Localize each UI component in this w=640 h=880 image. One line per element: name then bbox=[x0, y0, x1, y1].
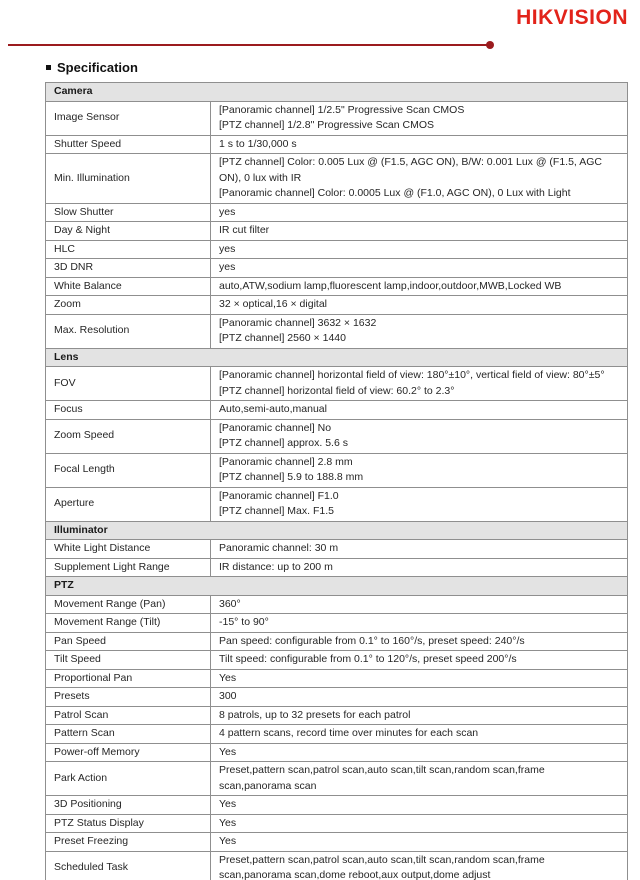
spec-value-line: Yes bbox=[219, 798, 237, 810]
section-row bbox=[46, 83, 628, 102]
spec-value-line: -15° to 90° bbox=[219, 616, 269, 628]
spec-value bbox=[211, 706, 628, 725]
divider-end-dot-icon bbox=[486, 41, 494, 49]
title-row bbox=[46, 60, 138, 75]
section-row bbox=[46, 348, 628, 367]
spec-label: White Balance bbox=[46, 277, 211, 296]
spec-value bbox=[211, 558, 628, 577]
spec-value bbox=[211, 367, 628, 401]
spec-label: Focal Length bbox=[46, 453, 211, 487]
spec-value-line: auto,ATW,sodium lamp,fluorescent lamp,indoor,outdoor,MWB,Locked WB bbox=[219, 279, 562, 292]
spec-value-line: [PTZ channel] 5.9 to 188.8 mm bbox=[219, 471, 364, 483]
spec-label: HLC bbox=[46, 240, 211, 259]
spec-value bbox=[211, 101, 628, 135]
spec-value-line: yes bbox=[219, 205, 236, 218]
spec-value-line: 360° bbox=[219, 597, 241, 610]
spec-value bbox=[211, 595, 628, 614]
spec-label: Pan Speed bbox=[46, 632, 211, 651]
spec-label: PTZ Status Display bbox=[46, 814, 211, 833]
spec-row bbox=[46, 669, 628, 688]
spec-label: Movement Range (Pan) bbox=[46, 595, 211, 614]
spec-label: Max. Resolution bbox=[46, 314, 211, 348]
spec-label: Image Sensor bbox=[46, 101, 211, 135]
spec-label: Pattern Scan bbox=[46, 725, 211, 744]
spec-row bbox=[46, 558, 628, 577]
spec-table-body bbox=[46, 83, 628, 880]
spec-value-line: IR cut filter bbox=[219, 224, 270, 236]
spec-value bbox=[211, 401, 628, 420]
spec-row bbox=[46, 277, 628, 296]
spec-value-line: 32 × optical,16 × digital bbox=[219, 298, 327, 310]
spec-value-line: [Panoramic channel] 3632 × 1632 bbox=[219, 316, 377, 329]
spec-value-line: Auto,semi-auto,manual bbox=[219, 403, 327, 415]
spec-value-line: [Panoramic channel] 1/2.5" Progressive Scan CMOS bbox=[219, 103, 465, 116]
spec-table bbox=[45, 82, 628, 880]
brand-wordmark: HIKVISION bbox=[516, 6, 628, 29]
spec-row bbox=[46, 651, 628, 670]
spec-value-line: yes bbox=[219, 261, 236, 273]
spec-row bbox=[46, 814, 628, 833]
spec-row bbox=[46, 367, 628, 401]
section-header-lens: Lens bbox=[46, 348, 628, 367]
spec-label: Movement Range (Tilt) bbox=[46, 614, 211, 633]
spec-value-line: Yes bbox=[219, 745, 237, 758]
spec-value-line: Yes bbox=[219, 671, 237, 684]
spec-value-line: 300 bbox=[219, 690, 237, 702]
spec-value bbox=[211, 222, 628, 241]
spec-row bbox=[46, 296, 628, 315]
spec-value bbox=[211, 419, 628, 453]
spec-row bbox=[46, 203, 628, 222]
spec-value bbox=[211, 743, 628, 762]
spec-label: Aperture bbox=[46, 487, 211, 521]
spec-label: Zoom bbox=[46, 296, 211, 315]
spec-label: Shutter Speed bbox=[46, 135, 211, 154]
spec-row bbox=[46, 401, 628, 420]
spec-row bbox=[46, 154, 628, 204]
spec-row bbox=[46, 796, 628, 815]
spec-value bbox=[211, 314, 628, 348]
spec-label: Focus bbox=[46, 401, 211, 420]
section-header-illuminator: Illuminator bbox=[46, 521, 628, 540]
spec-row bbox=[46, 614, 628, 633]
spec-value bbox=[211, 453, 628, 487]
spec-value bbox=[211, 851, 628, 880]
spec-row bbox=[46, 419, 628, 453]
spec-value-line: Yes bbox=[219, 835, 237, 847]
section-header-camera: Camera bbox=[46, 83, 628, 102]
spec-value bbox=[211, 277, 628, 296]
spec-label: Presets bbox=[46, 688, 211, 707]
spec-label: 3D Positioning bbox=[46, 796, 211, 815]
spec-label: Slow Shutter bbox=[46, 203, 211, 222]
page-title: Specification bbox=[57, 60, 138, 75]
spec-value bbox=[211, 669, 628, 688]
spec-label: Scheduled Task bbox=[46, 851, 211, 880]
spec-row bbox=[46, 222, 628, 241]
spec-label: Supplement Light Range bbox=[46, 558, 211, 577]
spec-label: Preset Freezing bbox=[46, 833, 211, 852]
spec-value-line: [PTZ channel] approx. 5.6 s bbox=[219, 437, 348, 449]
spec-row bbox=[46, 101, 628, 135]
spec-label: Patrol Scan bbox=[46, 706, 211, 725]
spec-value bbox=[211, 833, 628, 852]
spec-row bbox=[46, 135, 628, 154]
spec-value bbox=[211, 487, 628, 521]
spec-value bbox=[211, 154, 628, 204]
spec-row bbox=[46, 259, 628, 278]
spec-value-line: Pan speed: configurable from 0.1° to 160°/s, preset speed: 240°/s bbox=[219, 634, 525, 647]
spec-row bbox=[46, 632, 628, 651]
spec-label: Min. Illumination bbox=[46, 154, 211, 204]
spec-table-container bbox=[45, 82, 628, 880]
spec-row bbox=[46, 487, 628, 521]
spec-value-line: 1 s to 1/30,000 s bbox=[219, 137, 297, 150]
spec-value-line: 4 pattern scans, record time over minutes for each scan bbox=[219, 727, 479, 739]
spec-row bbox=[46, 314, 628, 348]
section-header-ptz: PTZ bbox=[46, 577, 628, 596]
spec-value-line: [PTZ channel] horizontal field of view: 60.2° to 2.3° bbox=[219, 384, 455, 397]
section-row bbox=[46, 577, 628, 596]
spec-value bbox=[211, 688, 628, 707]
spec-value bbox=[211, 296, 628, 315]
spec-value-line: [PTZ channel] Max. F1.5 bbox=[219, 505, 334, 517]
spec-value-line: Panoramic channel: 30 m bbox=[219, 542, 339, 554]
spec-row bbox=[46, 851, 628, 880]
spec-value bbox=[211, 814, 628, 833]
hikvision-logo bbox=[516, 6, 628, 30]
spec-row bbox=[46, 688, 628, 707]
spec-label: Zoom Speed bbox=[46, 419, 211, 453]
spec-value-line: [Panoramic channel] Color: 0.0005 Lux @ (F1.0, AGC ON), 0 Lux with Light bbox=[219, 187, 571, 199]
spec-label: Proportional Pan bbox=[46, 669, 211, 688]
header-divider-line bbox=[8, 44, 490, 46]
spec-label: FOV bbox=[46, 367, 211, 401]
spec-label: 3D DNR bbox=[46, 259, 211, 278]
spec-label: Power-off Memory bbox=[46, 743, 211, 762]
spec-value bbox=[211, 203, 628, 222]
spec-value bbox=[211, 725, 628, 744]
spec-value bbox=[211, 796, 628, 815]
spec-value-line: Preset,pattern scan,patrol scan,auto scan,tilt scan,random scan,frame scan,panorama scan,dome reboot,aux output,dome adjust bbox=[219, 853, 545, 880]
spec-label: White Light Distance bbox=[46, 540, 211, 559]
spec-value-line: [Panoramic channel] No bbox=[219, 421, 332, 434]
spec-row bbox=[46, 706, 628, 725]
spec-value bbox=[211, 651, 628, 670]
spec-value bbox=[211, 614, 628, 633]
spec-label: Day & Night bbox=[46, 222, 211, 241]
square-bullet-icon bbox=[46, 65, 51, 70]
spec-row bbox=[46, 453, 628, 487]
spec-value bbox=[211, 240, 628, 259]
spec-value bbox=[211, 540, 628, 559]
spec-row bbox=[46, 725, 628, 744]
spec-value-line: Yes bbox=[219, 816, 237, 829]
spec-value-line: Preset,pattern scan,patrol scan,auto scan,tilt scan,random scan,frame scan,panorama scan bbox=[219, 764, 545, 792]
spec-value bbox=[211, 762, 628, 796]
spec-value-line: yes bbox=[219, 242, 236, 255]
spec-row bbox=[46, 762, 628, 796]
spec-row bbox=[46, 240, 628, 259]
spec-value bbox=[211, 135, 628, 154]
spec-value-line: [Panoramic channel] horizontal field of view: 180°±10°, vertical field of view: 80°±5° bbox=[219, 369, 605, 381]
spec-value bbox=[211, 632, 628, 651]
spec-row bbox=[46, 743, 628, 762]
spec-label: Tilt Speed bbox=[46, 651, 211, 670]
spec-value-line: [Panoramic channel] F1.0 bbox=[219, 489, 339, 502]
spec-value-line: Tilt speed: configurable from 0.1° to 120°/s, preset speed 200°/s bbox=[219, 653, 517, 665]
spec-row bbox=[46, 540, 628, 559]
spec-value-line: [PTZ channel] Color: 0.005 Lux @ (F1.5, AGC ON), B/W: 0.001 Lux @ (F1.5, AGC ON), 0 lux with IR bbox=[219, 156, 602, 184]
spec-value-line: [PTZ channel] 2560 × 1440 bbox=[219, 332, 346, 344]
section-row bbox=[46, 521, 628, 540]
spec-row bbox=[46, 833, 628, 852]
spec-value-line: [Panoramic channel] 2.8 mm bbox=[219, 455, 353, 468]
spec-label: Park Action bbox=[46, 762, 211, 796]
spec-value-line: 8 patrols, up to 32 presets for each patrol bbox=[219, 708, 411, 721]
spec-value-line: IR distance: up to 200 m bbox=[219, 560, 333, 573]
spec-row bbox=[46, 595, 628, 614]
spec-value bbox=[211, 259, 628, 278]
spec-value-line: [PTZ channel] 1/2.8" Progressive Scan CMOS bbox=[219, 119, 434, 131]
